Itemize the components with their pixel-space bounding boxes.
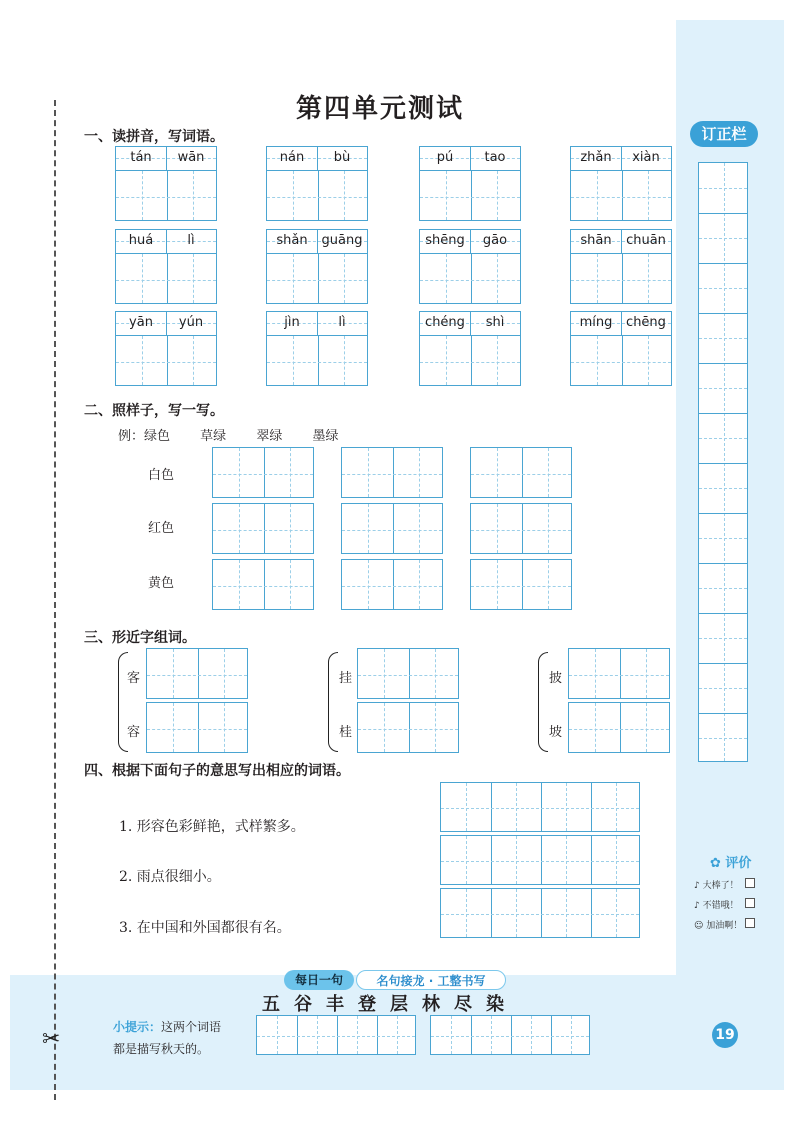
sentence: 1. 形容色彩鲜艳，式样繁多。 <box>119 819 305 835</box>
idiom-chars: 五谷丰登层林尽染 <box>262 994 518 1015</box>
evaluation-label: ✿ 评价 <box>710 856 752 871</box>
writing-grid[interactable] <box>146 702 248 753</box>
brace <box>538 652 548 752</box>
writing-grid[interactable] <box>357 648 459 699</box>
example-word: 翠绿 <box>256 429 283 444</box>
pinyin-syllable: gāo <box>482 233 508 248</box>
pinyin-syllable: shān <box>580 233 612 248</box>
pinyin-syllable: jìn <box>284 315 300 330</box>
writing-grid[interactable] <box>357 702 459 753</box>
writing-grid[interactable] <box>570 335 672 386</box>
pinyin-syllable: tán <box>130 150 152 165</box>
daily-subtitle: 名句接龙 · 工整书写 <box>356 970 506 990</box>
example-word: 草绿 <box>200 429 227 444</box>
color-word-label: 白色 <box>148 468 175 483</box>
similar-char: 桂 <box>339 725 353 740</box>
writing-grid[interactable] <box>115 170 217 221</box>
hint-line <box>113 1018 221 1035</box>
correction-label: 订正栏 <box>690 121 758 147</box>
rating-checkbox[interactable] <box>745 918 755 928</box>
daily-tag: 每日一句 <box>284 970 354 990</box>
similar-char: 坡 <box>549 725 563 740</box>
writing-grid[interactable] <box>430 1015 590 1055</box>
scissors-icon: ✂ <box>42 1027 61 1052</box>
sentence: 3. 在中国和外国都很有名。 <box>119 920 291 936</box>
writing-grid[interactable] <box>256 1015 416 1055</box>
writing-grid[interactable] <box>266 170 368 221</box>
hint-text: 这两个词语 <box>161 1020 222 1034</box>
section-4-heading: 四、根据下面句子的意思写出相应的词语。 <box>84 763 350 779</box>
writing-grid[interactable] <box>146 648 248 699</box>
hint-line: 都是描写秋天的。 <box>113 1042 210 1056</box>
pinyin-syllable: yún <box>178 315 204 330</box>
page-number: 19 <box>712 1022 738 1048</box>
pinyin-header <box>115 146 217 170</box>
pinyin-syllable: wān <box>177 150 205 165</box>
section-1-heading: 一、读拼音，写词语。 <box>84 129 224 145</box>
writing-grid[interactable] <box>440 782 640 832</box>
writing-grid[interactable] <box>115 335 217 386</box>
pinyin-syllable: xiàn <box>632 150 660 165</box>
section-3-heading: 三、形近字组词。 <box>84 630 196 646</box>
pinyin-syllable: shǎn <box>276 233 308 248</box>
writing-grid[interactable] <box>440 888 640 938</box>
writing-grid[interactable] <box>568 648 670 699</box>
rating-label: 加油啊！ <box>706 921 743 931</box>
sentence: 2. 雨点很细小。 <box>119 869 221 885</box>
similar-char: 挂 <box>339 671 353 686</box>
rating-item: ♪ 不错哦！ <box>694 901 739 911</box>
writing-grid[interactable] <box>212 559 314 610</box>
writing-grid[interactable] <box>470 559 572 610</box>
writing-grid[interactable] <box>212 503 314 554</box>
pinyin-syllable: chēng <box>626 315 666 330</box>
rating-label: 大棒了！ <box>702 881 739 891</box>
writing-grid[interactable] <box>419 335 521 386</box>
pinyin-syllable: chuān <box>626 233 666 248</box>
writing-grid[interactable] <box>470 447 572 498</box>
pinyin-syllable: shēng <box>425 233 465 248</box>
pinyin-header <box>570 311 672 335</box>
writing-grid[interactable] <box>440 835 640 885</box>
pinyin-syllable: nán <box>279 150 305 165</box>
pinyin-header <box>419 146 521 170</box>
pinyin-syllable: tao <box>484 150 506 165</box>
brace <box>328 652 338 752</box>
writing-grid[interactable] <box>341 559 443 610</box>
correction-grid-column[interactable] <box>698 162 748 762</box>
pinyin-syllable: zhǎn <box>580 150 612 165</box>
pinyin-syllable: lì <box>338 315 346 330</box>
writing-grid[interactable] <box>266 335 368 386</box>
writing-grid[interactable] <box>570 253 672 304</box>
rating-item: ♪ 大棒了！ <box>694 881 739 891</box>
writing-grid[interactable] <box>419 170 521 221</box>
pinyin-syllable: huá <box>128 233 154 248</box>
pinyin-syllable: guāng <box>321 233 363 248</box>
writing-grid[interactable] <box>212 447 314 498</box>
pinyin-header <box>419 311 521 335</box>
pinyin-syllable: pú <box>436 150 454 165</box>
pinyin-syllable: yān <box>129 315 153 330</box>
writing-grid[interactable] <box>419 253 521 304</box>
pinyin-header <box>115 229 217 253</box>
rating-checkbox[interactable] <box>745 898 755 908</box>
pinyin-header <box>266 229 368 253</box>
writing-grid[interactable] <box>341 447 443 498</box>
pinyin-header <box>266 311 368 335</box>
rating-checkbox[interactable] <box>745 878 755 888</box>
similar-char: 容 <box>127 725 141 740</box>
color-word-label: 红色 <box>148 521 175 536</box>
pinyin-syllable: chéng <box>425 315 465 330</box>
example-word: 墨绿 <box>312 429 339 444</box>
page-title: 第四单元测试 <box>295 94 464 124</box>
rating-item: ☺ 加油啊！ <box>694 921 743 931</box>
pinyin-header <box>419 229 521 253</box>
example-line <box>118 425 364 444</box>
pinyin-header <box>266 146 368 170</box>
pinyin-syllable: bù <box>333 150 351 165</box>
writing-grid[interactable] <box>570 170 672 221</box>
cut-line <box>54 100 56 1100</box>
pinyin-header <box>115 311 217 335</box>
pinyin-header <box>570 146 672 170</box>
color-word-label: 黄色 <box>148 576 175 591</box>
pinyin-syllable: míng <box>579 315 613 330</box>
writing-grid[interactable] <box>341 503 443 554</box>
section-2-heading: 二、照样子，写一写。 <box>84 403 224 419</box>
writing-grid[interactable] <box>115 253 217 304</box>
writing-grid[interactable] <box>470 503 572 554</box>
example-text: 例：绿色 <box>118 429 171 444</box>
hint-label: 小提示： <box>113 1020 162 1034</box>
similar-char: 披 <box>549 671 563 686</box>
pinyin-syllable: lì <box>187 233 195 248</box>
pinyin-syllable: shì <box>485 315 505 330</box>
evaluation-text: 评价 <box>725 856 752 871</box>
similar-char: 客 <box>127 671 141 686</box>
rating-label: 不错哦！ <box>702 901 739 911</box>
writing-grid[interactable] <box>568 702 670 753</box>
pinyin-header <box>570 229 672 253</box>
writing-grid[interactable] <box>266 253 368 304</box>
